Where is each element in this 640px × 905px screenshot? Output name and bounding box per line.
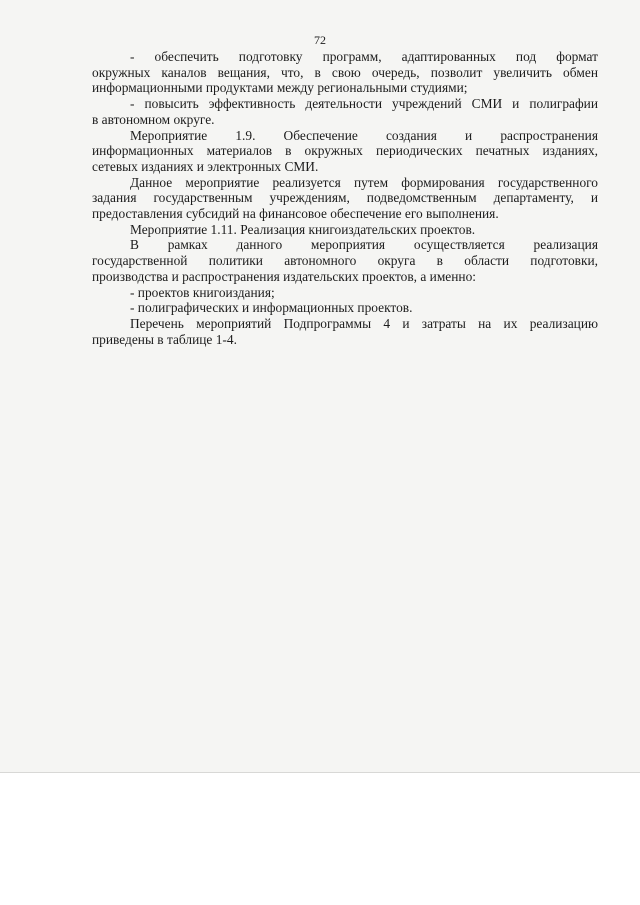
- page-number: 72: [314, 33, 326, 47]
- body-line: - полиграфических и информационных проектов.: [130, 300, 413, 316]
- body-line: Мероприятие 1.9. Обеспечение создания и распространения: [130, 127, 598, 143]
- body-line: сетевых изданиях и электронных СМИ.: [92, 158, 319, 174]
- body-line: В рамках данного мероприятия осуществляется реализация: [130, 237, 598, 253]
- body-line: информационных материалов в окружных периодических печатных изданиях,: [92, 143, 598, 159]
- body-line: задания государственным учреждениям, подведомственным департаменту, и: [92, 190, 598, 206]
- body-line: - повысить эффективность деятельности учреждений СМИ и полиграфии: [130, 96, 598, 112]
- body-line: приведены в таблице 1-4.: [92, 331, 237, 347]
- body-line: - обеспечить подготовку программ, адаптированных под формат: [130, 49, 598, 64]
- body-line: Данное мероприятие реализуется путем формирования государственного: [130, 174, 598, 190]
- body-line: государственной политики автономного округа в области подготовки,: [92, 253, 598, 269]
- body-line: Перечень мероприятий Подпрограммы 4 и затраты на их реализацию: [130, 315, 598, 331]
- body-line: производства и распространения издательских проектов, а именно:: [92, 268, 476, 284]
- body-line: в автономном округе.: [92, 111, 215, 127]
- body-line: - проектов книгоиздания;: [130, 284, 275, 300]
- document-body: [92, 49, 598, 347]
- body-line: окружных каналов вещания, что, в свою очередь, позволит увеличить обмен: [92, 64, 598, 80]
- body-line: предоставления субсидий на финансовое обеспечение его выполнения.: [92, 206, 499, 222]
- body-line: Мероприятие 1.11. Реализация книгоиздательских проектов.: [130, 221, 476, 237]
- body-line: информационными продуктами между региональными студиями;: [92, 80, 468, 96]
